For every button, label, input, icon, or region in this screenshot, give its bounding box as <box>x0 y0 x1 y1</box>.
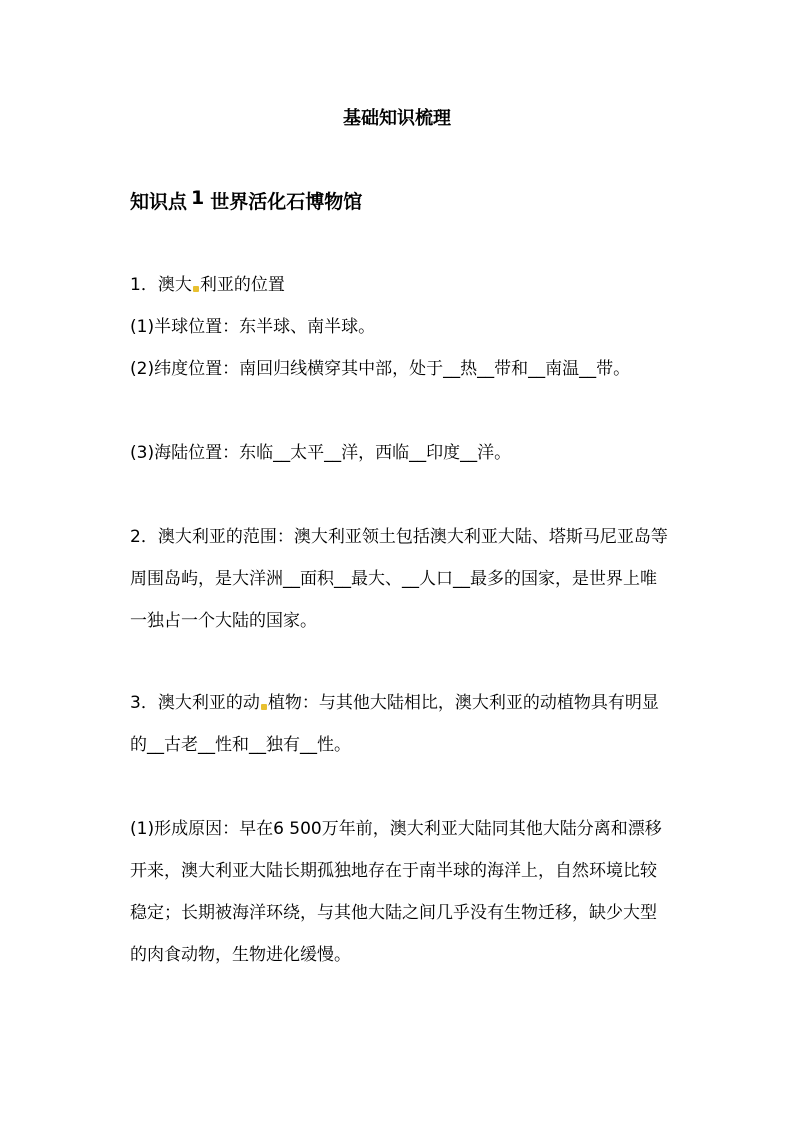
flora-fauna-part-b: 植物：与其他大陆相比，澳大利亚的动植物具有明显的__古老__性和__独有__性。 <box>130 693 659 755</box>
location-title-part-a: 1．澳大 <box>130 275 192 295</box>
heading-text: 世界活化石博物馆 <box>210 191 363 213</box>
flora-fauna-paragraph <box>130 682 670 766</box>
section-heading <box>130 188 362 216</box>
heading-number: 1 <box>191 187 205 209</box>
stray-mark-icon <box>193 286 199 292</box>
latitude-line: (2)纬度位置：南回归线横穿其中部，处于__热__带和__南温__带。 <box>130 359 631 379</box>
cause-paragraph: (1)形成原因：早在6 500万年前，澳大利亚大陆同其他大陆分离和漂移开来，澳大利亚大陆长期孤独地存在于南半球的海洋上，自然环境比较稳定；长期被海洋环绕，与其他大陆之间几乎没有生物迁移，缺少大型的肉食动物，生物进化缓慢。 <box>130 819 662 965</box>
sea-land-line: (3)海陆位置：东临__太平__洋，西临__印度__洋。 <box>130 443 512 463</box>
extent-paragraph: 2．澳大利亚的范围：澳大利亚领土包括澳大利亚大陆、塔斯马尼亚岛等周围岛屿，是大洋洲__面积__最大、__人口__最多的国家，是世界上唯一独占一个大陆的国家。 <box>130 527 668 631</box>
hemisphere-line: (1)半球位置：东半球、南半球。 <box>130 317 376 337</box>
stray-mark-icon <box>261 704 267 710</box>
location-title <box>130 264 670 306</box>
flora-fauna-part-a: 3．澳大利亚的动 <box>130 693 260 713</box>
page-title: 基础知识梳理 <box>343 108 451 129</box>
heading-prefix: 知识点 <box>130 191 188 213</box>
location-title-part-b: 利亚的位置 <box>199 275 285 295</box>
